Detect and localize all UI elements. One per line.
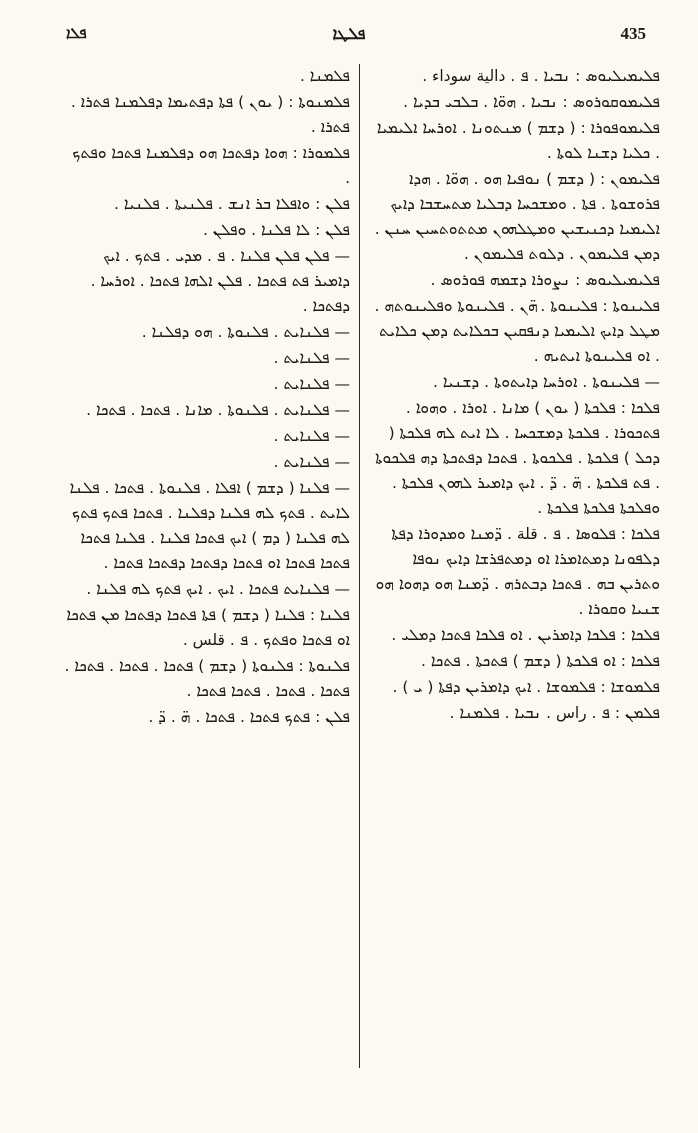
dictionary-entry: — ܦܠܢܐܝܬ . ܦܠܢܘܬܐ . ܡܐܢܐ . ܦܬܟܐ . ܦܬܟܐ . — [86, 401, 350, 419]
dictionary-entry: ܦܠܡܘܪܐ : ܗܘܐ ܕܦܬܟܐ ܗܘ ܕܦܠܡܢܐ ܦܬܟܐ ܘܦܬܟ . — [72, 144, 350, 187]
dictionary-entry: ܦܠܡܢܐ . — [299, 67, 350, 85]
dictionary-entry: ܦܠܝܡܘܦܘܪܐ : ( ܕܫܡ ) ܡܢܬܘܢܐ . ܐܘܪܚܐ ܐܠܝܡܝܐ . ܟܠܝܐ ܕܫܢܐ ܠܘܬܐ . — [376, 119, 660, 162]
dictionary-entry: ܦܠܟܐ : ܐܘ ܦܠܟܬܐ ( ܕܫܡ ) ܦܬܟܬܐ . ܦܬܟܐ . — [421, 652, 660, 670]
dictionary-entry: — ܦܠܢܐܝܬ . ܦܠܢܘܬܐ . ܗܘ ܕܦܠܢܐ . — [141, 323, 350, 341]
dictionary-entry: — ܦܠܢܐܝܬ . — [273, 453, 350, 471]
dictionary-entry: ܦܠܡܢܘܬܐ : ( ܝܘܢ ) ܦܬܐ ܕܦܬܝܡܐ ܕܦܠܡܢܐ ܦܬܪܐ . ܦܬܪܐ . — [70, 93, 350, 136]
right-column — [370, 64, 660, 727]
dictionary-entry: — ܦܠܢ ܦܠܢ ܦܠܢܐ . ܦ . ܡܕܝ . ܦܬܟ . ܐܝܟ ܕܐܡܝܪ ܦܬ ܦܬܟܐ . ܦܠܢ ܐܠܗܐ ܦܬܟܐ . ܐܘܪܚܐ . ܕܦܬܟܐ . — [90, 247, 350, 315]
running-head-left: ܦܠܐ — [66, 24, 87, 42]
dictionary-entry: ܦܠܢ : ܠܐ ܦܠܢܐ . ܘܦܠܢ . — [202, 221, 350, 239]
dictionary-entry: ܦܠܢܐ : ܦܠܢܐ ( ܕܫܡ ) ܦܬܐ ܦܬܟܐ ܕܦܬܟܐ ܡܢ ܦܬܟܐ ܐܘ ܦܬܟܐ ܘܦܬܟ . ܦ . قلس . — [66, 606, 350, 649]
dictionary-entry: ܦܠܡܢ : ܦ . راس . ܢܒܝܐ . ܦܠܡܢܐ . — [449, 704, 660, 722]
dictionary-entry: ܦܠܟܐ : ܦܠܟܬܐ ( ܝܘܢ ) ܡܐܢܐ . ܐܘܪܐ . ܘܗܘܐ . ܦܬܟܘܪܐ . ܦܠܟܬܐ ܕܡܫܟܚܐ . ܠܐ ܐܝܬ ܠܗ ܦܠܟܬܐ ( ܕܟܠ ) ܦܠܟܬܐ . ܦܠܟܘܬܐ . ܦܬܟܐ ܕܦܬܟܬܐ ܕܗ ܦܠܟܘܬܐ . ܦܬ ܦܠܟܬܐ . ܗ̈ . ܕ̈ . ܐܝܟ ܕܐܡܝܪ ܠܗܘܢ ܦܠܟܬܐ . ܘܦܠܟܬܐ ܦܠܟܬܐ ܦܠܟܬܐ . — [375, 399, 660, 517]
column-divider — [359, 64, 360, 1068]
dictionary-entry: ܦܠܢ : ܘܐܦܠܐ ܒܪ ܐܢܫ . ܦܠܢܝܬܐ . ܦܠܢܝܐ . — [113, 195, 350, 213]
dictionary-entry: ܦܠܝܡܝܠܝܘܣ : ܢܒܝܐ . ܦ . دالية سوداء . — [422, 67, 660, 85]
dictionary-entry: ܦܠܟܐ : ܦܠܟܐ ܕܐܡܪܝܢ . ܐܘ ܦܠܟܐ ܦܬܟܐ ܕܡܠܝ . — [391, 626, 660, 644]
running-head-center: ܦܠܛܐ — [332, 24, 366, 43]
dictionary-entry: ܦܠܝܢܘܬܐ : ܦܠܝܢܘܬܐ . ܗ̈ܢ . ܦܠܝܢܘܬܐ ܘܦܠܝܢܘܬܗ . ܡܛܠ ܕܐܝܟ ܐܠܝܡܝܐ ܕܢܦܩܝܢ ܒܟܠܐܝܬ ܕܡܢ ܟܠܐܝܬ . ܐܘ ܦܠܝܢܘܬܐ ܐܝܬܝܗ . — [374, 297, 660, 365]
dictionary-entry: ܦܠܢܘܬܐ : ܦܠܢܘܬܐ ( ܕܫܡ ) ܦܬܟܐ . ܦܬܟܐ . ܦܬܟܐ . ܦܬܟܐ . ܦܬܟܐ . ܦܬܟܐ ܦܬܟܐ . — [64, 657, 350, 700]
dictionary-entry: — ܦܠܢܐܝܬ . — [273, 427, 350, 445]
dictionary-entry: ܦܠܝܡܝܠܝܘܣ : ܢܨܘܪܐ ܕܫܡܗ ܦܘܪܘܣ . — [430, 271, 660, 289]
left-column — [64, 64, 350, 731]
dictionary-entry: — ܦܠܢܐܝܬ ܦܬܟܐ . ܐܝܟ . ܐܝܟ ܦܬܟ ܠܗ ܦܠܢܐ . — [86, 580, 350, 598]
dictionary-entry: ܦܠܡܘܫܐ : ܦܠܡܘܫܐ . ܐܝܟ ܕܐܡܪܝܢ ܕܦܬܐ ( ܝ ) . — [392, 678, 660, 696]
page-number: 435 — [620, 24, 646, 43]
dictionary-entry: ܦܠܝܡܘܩܘܪܘܣ : ܢܒܝܐ . ܗܘ̈ܐ . ܒܠܒܝ ܒܕܝܐ . — [403, 93, 660, 111]
dictionary-entry: ܦܠܝܡܘܢ : ( ܕܫܡ ) ܢܘܦܝܐ ܗܘ . ܗܘ̈ܐ . ܗܕܐ ܦܪܘܫܘܬܐ . ܦܬܐ . ܘܡܫܟܚܐ ܕܒܠܝܐ ܡܬܚܫܒܐ ܕܐܝܟ ܐܠܝܡܝܐ ܕܟܢܝܫܝܢ ܘܡܛܠܗܘܢ ܡܬܬܘܬܚܝܢ ܚܢܢ . ܕܡܢ ܦܠܝܡܘܢ . ܕܠܘܬ ܦܠܝܡܘܢ . — [374, 170, 660, 263]
dictionary-entry: — ܦܠܢܐܝܬ . — [273, 375, 350, 393]
dictionary-entry: — ܦܠܢܐ ( ܕܫܡ ) ܐܦܠܐ . ܦܠܢܘܬܐ . ܦܬܟܐ . ܦܠܢܐ ܠܐܝܬ . ܦܬܟ ܠܗ ܦܠܢܐ ܕܦܠܢܐ . ܦܬܟܐ ܦܬܟ ܦܬܟ ܠܗ ܦܠܢܐ ( ܕܡ ) ܐܝܟ ܦܬܟܐ ܦܠܢܐ . ܦܠܢܐ ܦܬܟܐ ܦܬܟܐ ܦܬܟܐ ܐܘ ܦܬܟܐ ܕܦܬܟܐ ܕܦܬܟܐ ܦܬܟܐ . — [69, 479, 350, 572]
dictionary-entry: — ܦܠܢܐܝܬ . — [273, 349, 350, 367]
dictionary-entry: ܦܠܟܐ : ܦܠܘܣܐ . ܦ . قلة . ܕ̈ܡܢܐ ܘܡܕܘܪܐ ܕܦܬܐ ܕܠܦܘܢܐ ܕܡܬܐܡܪܐ ܐܘ ܕܡܬܦܪܫܐ ܕܐܝܟ ܢܘܦܐ ܘܬܪܝܢ ܒܗ . ܦܬܟܐ ܕܒܬܪܗ . ܕ̈ܡܢܐ ܗܘ ܕܗܘܐ ܗܘ ܫܢܝܐ ܘܩܘܪܐ . — [375, 525, 660, 618]
dictionary-entry: — ܦܠܝܢܘܬܐ . ܐܘܪܚܐ ܕܐܝܬܘܬܐ . ܕܫܢܝܐ . — [433, 373, 660, 391]
dictionary-entry: ܦܠܢ : ܦܬܟ ܦܬܟܐ . ܦܬܟܐ . ܗ̈ . ܕ̈ . — [148, 708, 350, 726]
